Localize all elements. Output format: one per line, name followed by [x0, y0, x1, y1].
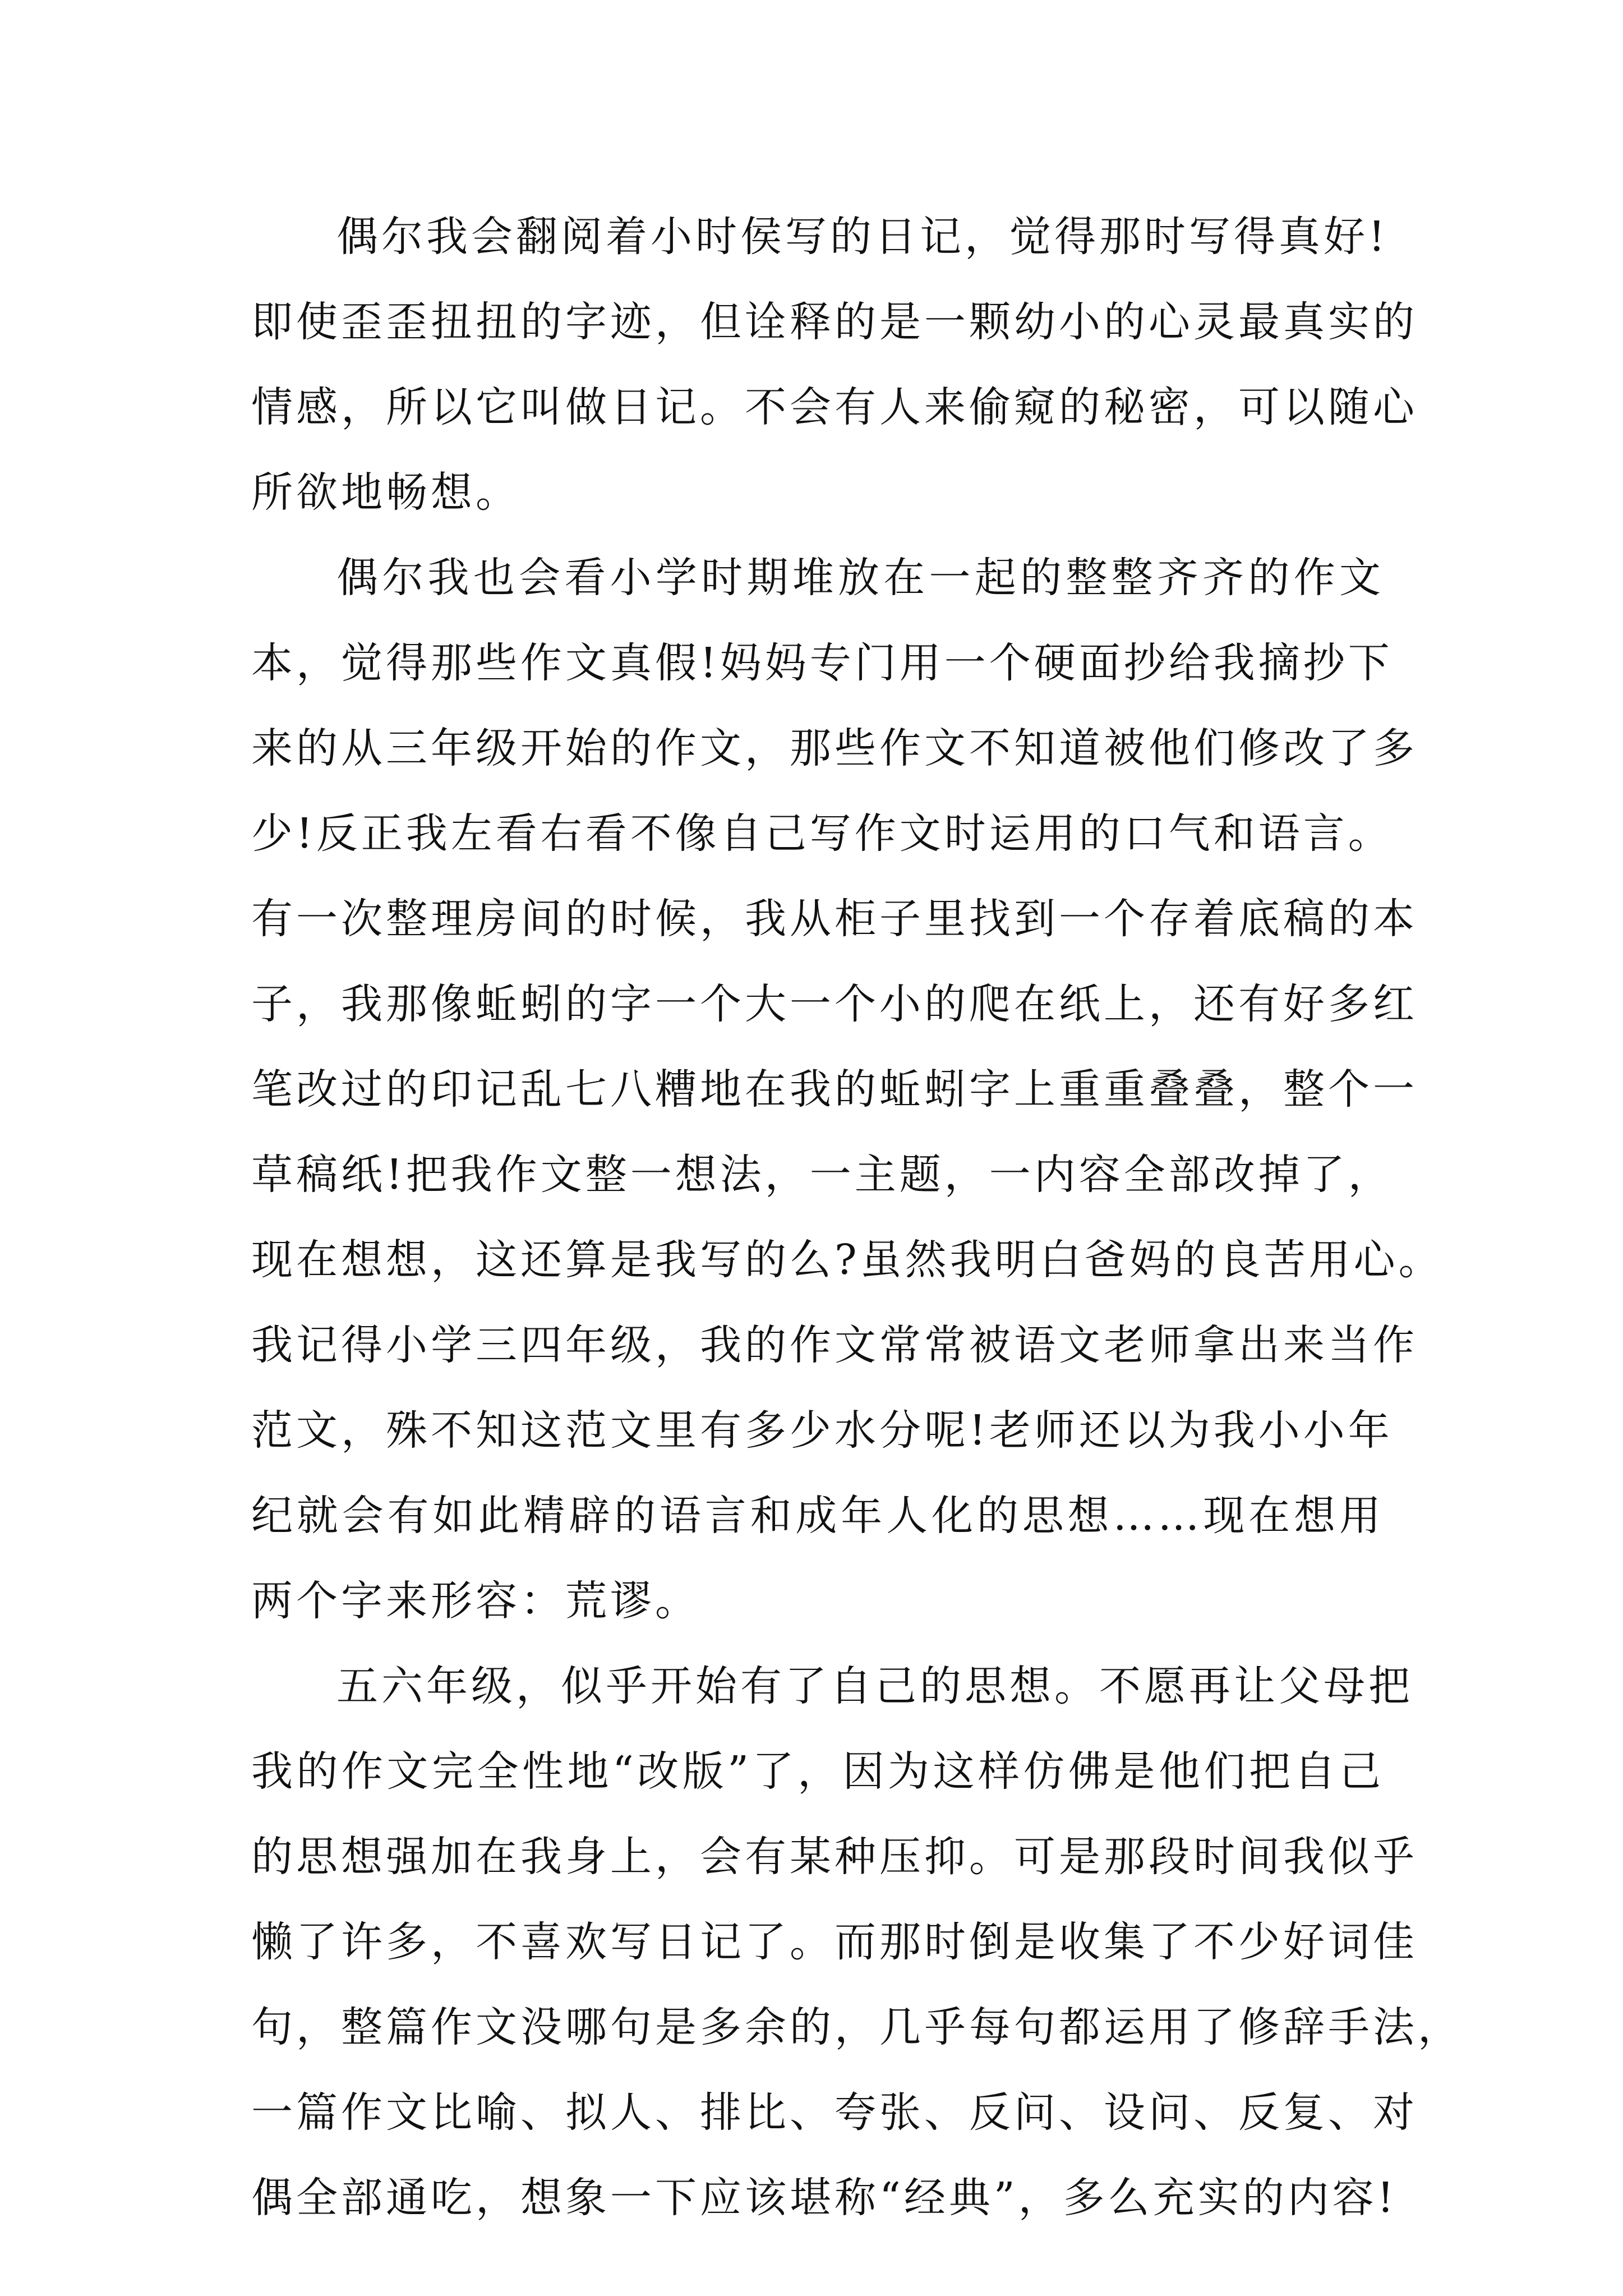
text-line: 我记得小学三四年级，我的作文常常被语文老师拿出来当作: [251, 1321, 1418, 1369]
text-line: 子，我那像蚯蚓的字一个大一个小的爬在纸上，还有好多红: [251, 980, 1418, 1028]
text-line: 来的从三年级开始的作文，那些作文不知道被他们修改了多: [251, 724, 1418, 772]
text-line: 句，整篇作文没哪句是多余的，几乎每句都运用了修辞手法，: [251, 2003, 1463, 2051]
text-line: 的思想强加在我身上，会有某种压抑。可是那段时间我似乎: [251, 1833, 1418, 1881]
text-line: 少!反正我左看右看不像自己写作文时运用的口气和语言。: [251, 809, 1393, 858]
text-line: 情感，所以它叫做日记。不会有人来偷窥的秘密，可以随心: [251, 383, 1418, 431]
text-line: 偶尔我也会看小学时期堆放在一起的整整齐齐的作文: [336, 554, 1384, 602]
text-line: 五六年级，似乎开始有了自己的思想。不愿再让父母把: [336, 1662, 1413, 1710]
text-line: 偶尔我会翻阅着小时侯写的日记，觉得那时写得真好!: [336, 213, 1389, 261]
text-line: 有一次整理房间的时候，我从柜子里找到一个存着底稿的本: [251, 895, 1418, 943]
text-line: 一篇作文比喻、拟人、排比、夸张、反问、设问、反复、对: [251, 2088, 1418, 2137]
text-line: 懒了许多，不喜欢写日记了。而那时倒是收集了不少好词佳: [251, 1918, 1418, 1966]
text-line: 现在想想，这还算是我写的么?虽然我明白爸妈的良苦用心。: [251, 1236, 1444, 1284]
text-line: 即使歪歪扭扭的字迹，但诠释的是一颗幼小的心灵最真实的: [251, 298, 1418, 346]
text-line: 我的作文完全性地“改版”了，因为这样仿佛是他们把自己: [251, 1747, 1384, 1796]
text-line: 纪就会有如此精辟的语言和成年人化的思想……现在想用: [251, 1492, 1384, 1540]
text-line: 笔改过的印记乱七八糟地在我的蚯蚓字上重重叠叠，整个一: [251, 1065, 1418, 1114]
text-line: 两个字来形容：荒谬。: [251, 1577, 700, 1625]
text-line: 本，觉得那些作文真假!妈妈专门用一个硬面抄给我摘抄下: [251, 639, 1393, 687]
text-line: 所欲地畅想。: [251, 468, 520, 517]
text-line: 偶全部通吃，想象一下应该堪称“经典”，多么充实的内容!: [251, 2174, 1398, 2222]
text-line: 草稿纸!把我作文整一想法，一主题，一内容全部改掉了，: [251, 1151, 1393, 1199]
text-line: 范文，殊不知这范文里有多少水分呢!老师还以为我小小年: [251, 1406, 1393, 1455]
